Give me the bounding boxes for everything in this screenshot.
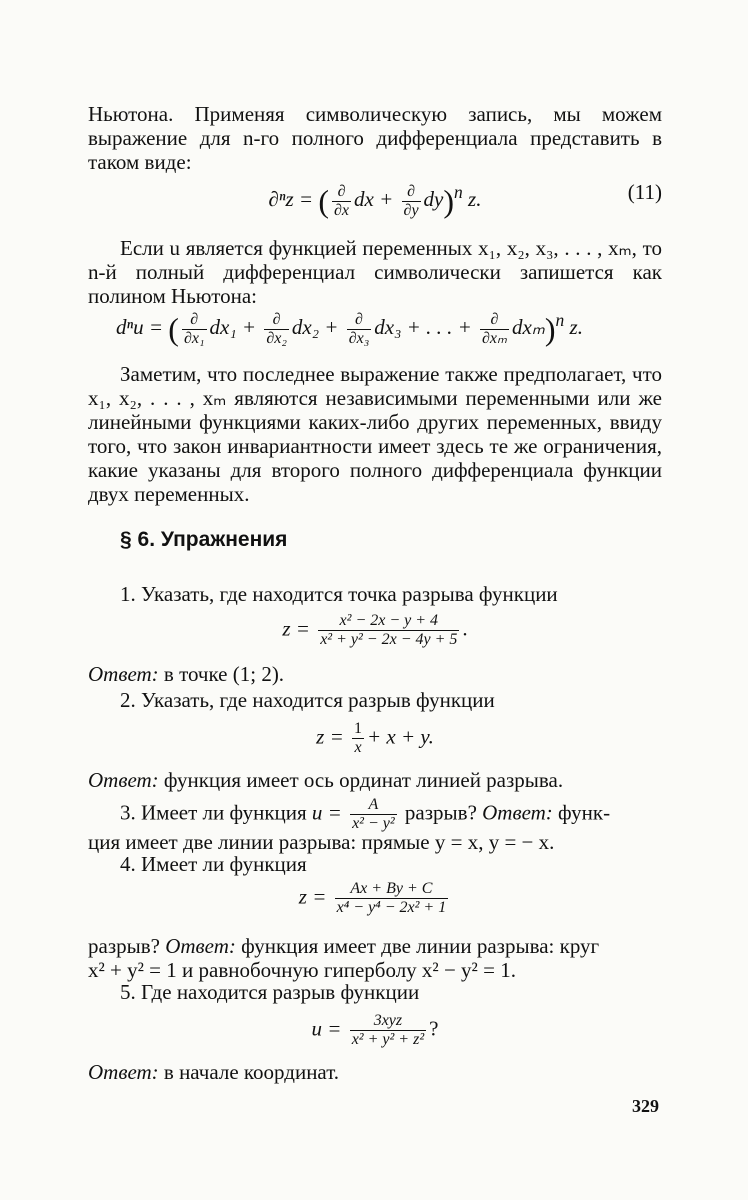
equation-11: ∂ⁿz = ( $\frac{\partial}{\partial x}$ dx + $\frac{\partial}{\partial y}$ dy)$^n$ z. (11) bbox=[268, 180, 662, 220]
exercise-4-answer-cont: x² + y² = 1 и равнобочную гиперболу x² − y² = 1. bbox=[88, 958, 516, 982]
exercise-4-question: 4. Имеет ли функция bbox=[120, 852, 307, 876]
exercise-5-question: 5. Где находится разрыв функции bbox=[120, 980, 420, 1004]
intro-paragraph: Ньютона. Применяя символическую запись, мы можем выражение для n-го полного дифференциала представить в таком виде: bbox=[88, 102, 662, 174]
exercise-1-answer: Ответ: в точке (1; 2). bbox=[88, 662, 285, 686]
paragraph-3: Заметим, что последнее выражение также предполагает, что x₁, x₂, . . . , xₘ являются независимыми переменными или же линейными функциями каких-либо других переменных, ввиду того, что закон инвариантности имеет здесь те же ограничения, какие указаны для второго полного дифференциала функции двух переменных. bbox=[88, 362, 662, 506]
page-number: 329 bbox=[632, 1096, 659, 1116]
equation-dn: dⁿu = ( $\frac{\partial}{\text{∂x₁}}$ dx₁ + $\frac{\partial}{\text{∂x₂}}$ dx₂ + $\frac{\partial}{\text{∂x₃}}$ dx₃ + . . . + $\frac{\partial}{\text{∂xₘ}}$ dxₘ)$^n$ z. bbox=[116, 310, 583, 348]
exercise-5-answer: Ответ: в начале координат. bbox=[88, 1060, 340, 1084]
exercise-4-formula: z = $\frac{Ax + By + C}{\text{x⁴ − y⁴ − 2x² + 1}}$ bbox=[298, 880, 447, 916]
equation-number: (11) bbox=[627, 180, 662, 204]
exercise-2-question: 2. Указать, где находится разрыв функции bbox=[120, 688, 495, 712]
section-heading: § 6. Упражнения bbox=[120, 528, 288, 551]
paragraph-2: Если u является функцией переменных x₁, x₂, x₃, . . . , xₘ, то n-й полный дифференциал символически запишется как полином Ньютона: bbox=[88, 236, 662, 308]
exercise-2-formula: z = $\frac{1}{x}$ + x + y. bbox=[316, 720, 434, 756]
exercise-1-question: 1. Указать, где находится точка разрыва функции bbox=[120, 582, 558, 606]
exercise-5-formula: u = $\frac{\text{3xyz}}{\text{x² + y² + z²}}$ ? bbox=[311, 1012, 439, 1048]
exercise-3-question: 3. Имеет ли функция u = $\frac{A}{\text{x² − y²}}$ разрыв? Ответ: функ- bbox=[120, 796, 611, 832]
exercise-2-answer: Ответ: функция имеет ось ординат линией разрыва. bbox=[88, 768, 564, 792]
exercise-4-answer: разрыв? Ответ: функция имеет две линии разрыва: круг bbox=[88, 934, 600, 958]
exercise-1-formula: z = $\frac{\text{x² − 2x − y + 4}}{\text{x² + y² − 2x − 4y + 5}}$ . bbox=[282, 612, 468, 648]
exercise-3-answer: ция имеет две линии разрыва: прямые y = x, y = − x. bbox=[88, 830, 555, 854]
